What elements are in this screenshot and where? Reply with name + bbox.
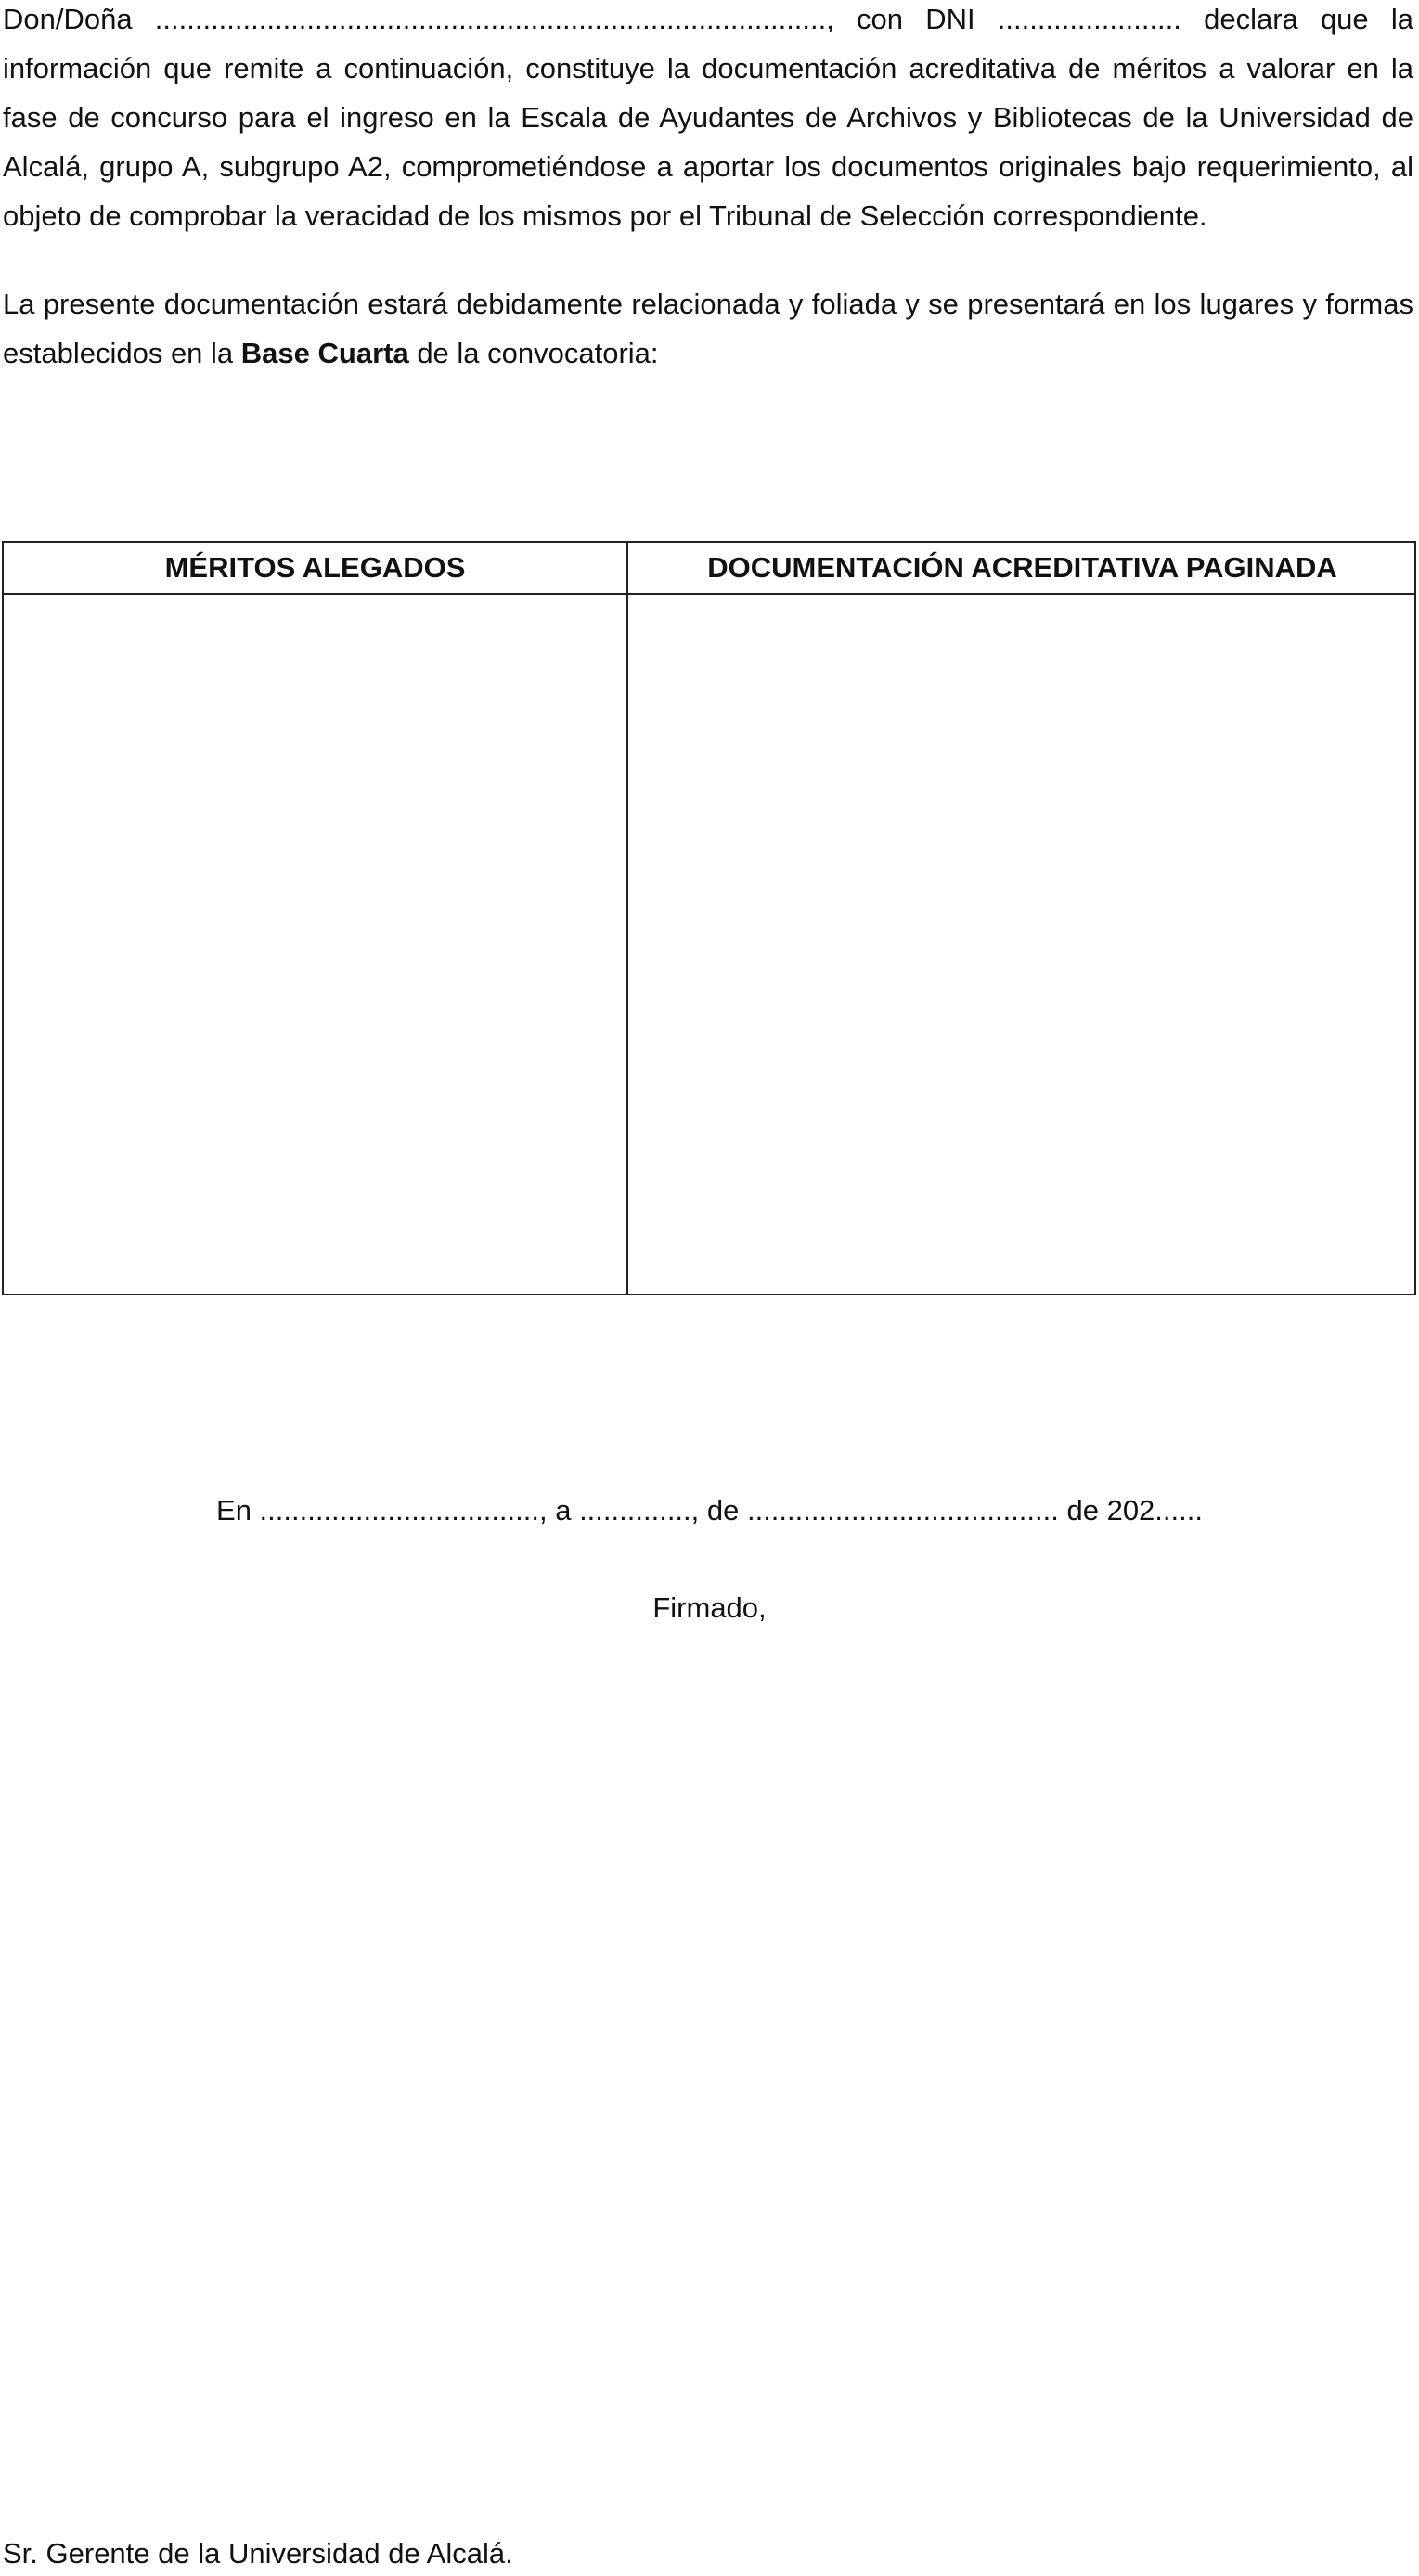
addressee-line: Sr. Gerente de la Universidad de Alcalá. bbox=[3, 2537, 513, 2570]
merits-table bbox=[2, 541, 1416, 1295]
meritos-alegados-cell[interactable] bbox=[4, 595, 626, 1294]
declaration-paragraph: Don/Doña ...................................................................................., con DNI ....................... declara que la información que remite a continuación, constituye la documentación acreditativa de méritos a valorar en la fase de concurso para el ingreso en la Escala de Ayudantes de Archivos y Bibliotecas de la Universidad de Alcalá, grupo A, subgrupo A2, comprometiéndose a aportar los documentos originales bajo requerimiento, al objeto de comprobar la veracidad de los mismos por el Tribunal de Selección correspondiente. bbox=[3, 3, 1413, 232]
signature-label: Firmado, bbox=[652, 1591, 767, 1624]
base-cuarta-emphasis: Base Cuarta bbox=[240, 337, 409, 369]
place-date-line: En ..................................., a .............., de ....................................... de 202...... bbox=[216, 1494, 1203, 1526]
instructions-text-end: de la convocatoria: bbox=[408, 337, 659, 369]
instructions-text-start: La presente documentación estará debidamente relacionada y foliada y se presentará en los lugares y formas establecidos en la bbox=[3, 288, 1413, 369]
header-meritos-alegados: MÉRITOS ALEGADOS bbox=[164, 551, 466, 584]
instructions-paragraph bbox=[3, 279, 1413, 378]
table-header-row bbox=[4, 543, 1414, 595]
documentacion-acreditativa-cell[interactable] bbox=[628, 595, 1414, 1294]
header-documentacion-acreditativa: DOCUMENTACIÓN ACREDITATIVA PAGINADA bbox=[707, 551, 1337, 584]
